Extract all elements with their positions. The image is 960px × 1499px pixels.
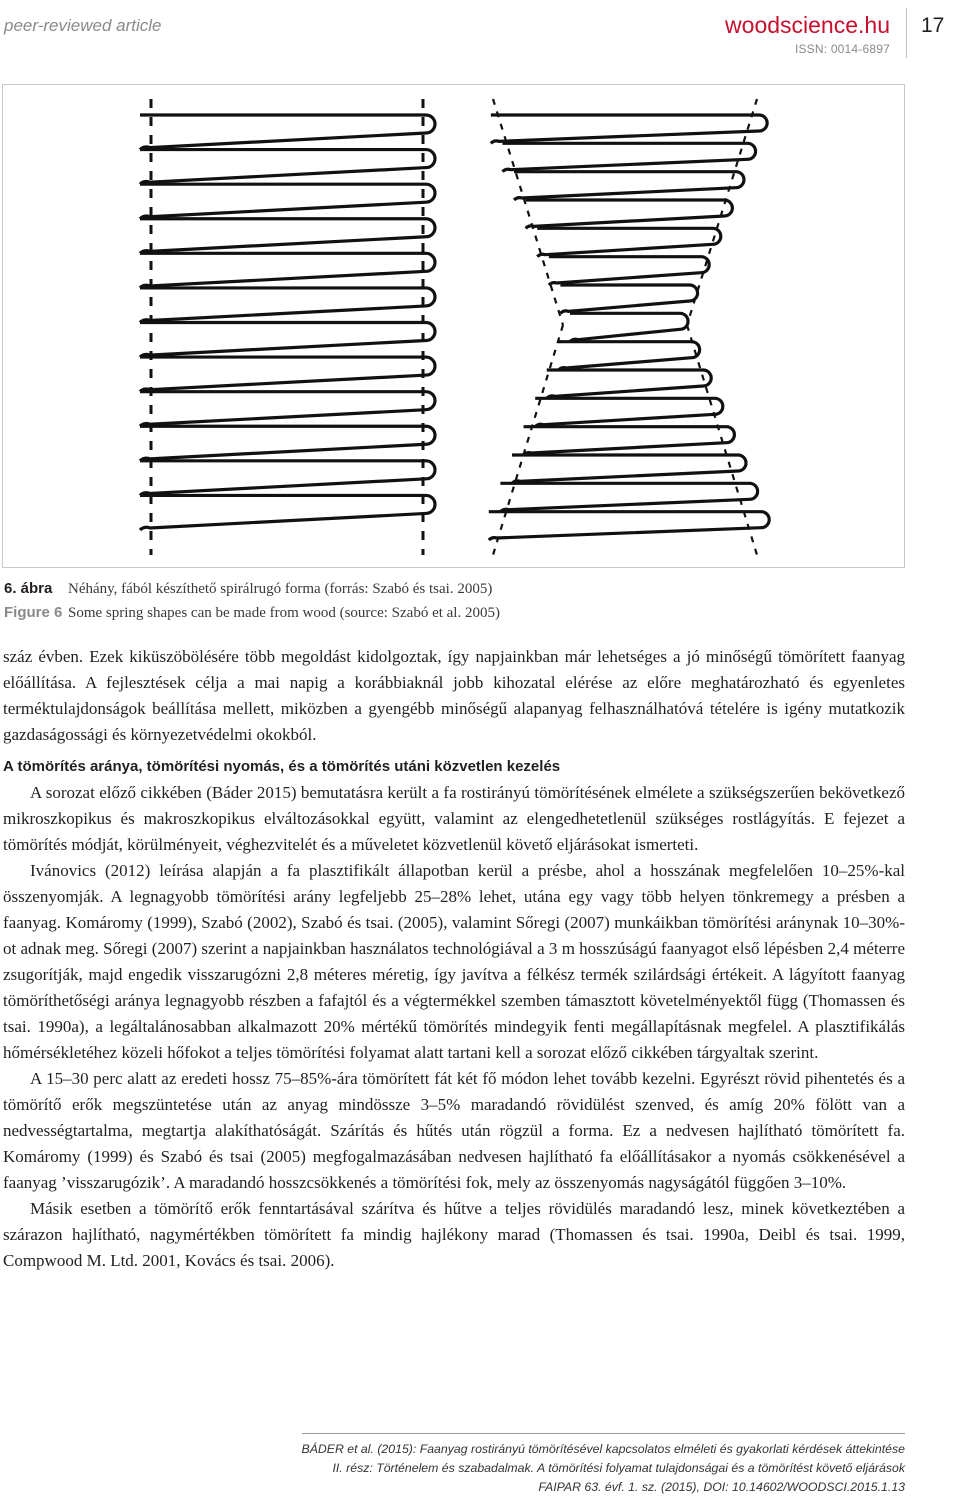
spring-coil: [140, 184, 435, 219]
running-header-article-type: peer-reviewed article: [4, 16, 162, 35]
spring-coil: [140, 288, 435, 323]
envelope-line: [493, 99, 563, 325]
spring-coil: [558, 342, 699, 370]
figure-caption-english: [4, 604, 500, 622]
envelope-line: [493, 325, 563, 555]
footer-divider: [302, 1433, 905, 1434]
spring-coil: [570, 313, 688, 341]
spring-coil: [140, 150, 435, 185]
footer-citation-line-2: II. rész: Történelem és szabadalmak. A tömörítési folyamat tulajdonságai és a tömörítést követő eljárások: [332, 1461, 905, 1475]
spring-coil: [514, 172, 744, 200]
paragraph: A 15–30 perc alatt az eredeti hossz 75–85%-ára tömörített fát két fő módon lehet tovább kezelni. Egyrészt rövid pihentetés és a tömörítő erők megszüntetése után az anyag mindössze 3–5% maradandó rövidülést szenved, és amíg 20% fölött van a nedvességtartalma, megtartja alakíthatóságát. Szárítás és hűtés után rögzül a forma. Ez a nedvesen hajlítható tömörített fa. Komáromy (1999) és Szabó és tsai (2005) megfogalmazásában nedvesen hajlítható fa előállításakor a nyomás csökkenésével a faanyag ’visszarugózik’. A maradandó hosszcsökkenés a tömörítési fok, mely az összenyomás nagyságától függően 3–10%.: [3, 1069, 905, 1192]
envelope-line: [687, 325, 757, 555]
spring-coil: [502, 143, 755, 171]
journal-issn: ISSN: 0014-6897: [794, 42, 890, 56]
spring-coil: [140, 495, 435, 530]
spring-coil: [491, 115, 767, 143]
figure-6-frame: [2, 84, 905, 568]
spring-coil: [537, 228, 721, 256]
spring-coil: [140, 392, 435, 427]
paragraph: Másik esetben a tömörítő erők fenntartásával szárítva és hűtve a teljes rövidülés maradandó lesz, minek következtében a szárazon hajlítható, nagymértékben tömörített fa mindig hajlékony marad (Thomassen és tsai. 1990a, Deibl és tsai. 1999, Compwood M. Ltd. 2001, Kovács és tsai. 2006).: [3, 1199, 905, 1270]
paragraph: A sorozat előző cikkében (Báder 2015) bemutatásra került a fa rostirányú tömörítésének elmélete a szükségszerűen bekövetkező mikroszkopikus és makroszkopikus elváltozásokkal együtt, valamint az elengedhetetlenül szükséges rostlágyítás. E fejezet a tömörítés módját, körülményeit, véghezvitelét és a műveletet közvetlenül követő eljárásokat ismerteti.: [3, 783, 905, 854]
footer-citation-line-1: BÁDER et al. (2015): Faanyag rostirányú tömörítésével kapcsolatos elméleti és gyakorlati kérdések áttekintése: [301, 1442, 905, 1456]
spring-coil: [140, 323, 435, 358]
spring-coil: [500, 483, 757, 511]
spring-coil: [535, 398, 723, 426]
spring-coil: [140, 461, 435, 496]
spring-coil: [140, 357, 435, 392]
figure-caption-hungarian: [4, 580, 492, 598]
spring-coil: [560, 285, 697, 313]
page-number: 17: [921, 14, 945, 37]
spring-coil: [140, 115, 435, 150]
article-body: [3, 644, 905, 1274]
section-heading: A tömörítés aránya, tömörítési nyomás, és a tömörítés utáni közvetlen kezelés: [3, 758, 561, 775]
spring-coil: [512, 455, 746, 483]
cylindrical-spring-drawing: [140, 99, 435, 555]
spring-coil: [549, 257, 709, 285]
spring-coil: [489, 512, 769, 540]
figure-caption-en-text: Some spring shapes can be made from wood (source: Szabó et al. 2005): [68, 605, 500, 621]
spring-coil: [140, 426, 435, 461]
hourglass-spring-drawing: [489, 99, 769, 555]
spring-coil: [524, 427, 735, 455]
journal-site-name: woodscience.hu: [725, 12, 890, 38]
spring-coil: [547, 370, 711, 398]
footer-citation-line-3: FAIPAR 63. évf. 1. sz. (2015), DOI: 10.14602/WOODSCI.2015.1.13: [538, 1480, 905, 1494]
header-divider: [906, 8, 907, 58]
figure-label-en: Figure 6: [4, 604, 63, 621]
figure-caption-hu-text: Néhány, fából készíthető spirálrugó forma (forrás: Szabó és tsai. 2005): [68, 581, 493, 597]
paragraph: száz évben. Ezek kiküszöbölésére több megoldást kidolgoztak, így napjainkban már lehetséges a jó minőségű tömörített faanyag előállítása. A fejlesztések célja a mai napig a korábbiaknál jobb kihozatal elérése az előre meghatározható és egyenletes terméktulajdonságok beállítása mellett, miközben a gyengébb minőségű alapanyag felhasználhatóvá tételére is igény mutatkozik gazdaságossági és környezetvédelmi okokból.: [3, 647, 905, 744]
figure-label-hu: 6. ábra: [4, 580, 53, 597]
spring-coil: [140, 253, 435, 288]
spring-coil: [526, 200, 733, 228]
spring-shapes-illustration: [3, 85, 906, 569]
paragraph: Ivánovics (2012) leírása alapján a fa plasztifikált állapotban kerül a présbe, ahol a hosszának megfelelően 10–25%-kal összenyomják. A legnagyobb tömörítési arány legfeljebb 25–28% lehet, utána egy vagy több helyen tönkremegy a présben a faanyag. Komáromy (1999), Szabó (2002), Szabó és tsai. (2005), valamint Sőregi (2007) munkáikban tömörítési aránynak 10–30%-ot adnak meg. Sőregi (2007) szerint a napjainkban használatos technológiával a 3 m hosszúságú faanyagot első lépésben 2,4 méterre zsugorítják, majd engedik visszarugózni 2,8 méteres méretig, így javítva a félkész termék szilárdsági értékeit. A lágyított faanyag tömöríthetőségi aránya legnagyobb részben a fafajtól és a végtermékkel szemben támasztott követelményektől függ (Thomassen és tsai. 1990a), a legáltalánosabban alkalmazott 20% mértékű tömörítés mindegyik fenti megállapításnak megfelel. A plasztifikálás hőmérsékletéhez közeli hőfokot a teljes tömörítési folyamat alatt tartani kell a sorozat előző cikkében tárgyaltak szerint.: [3, 861, 905, 1062]
spring-coil: [140, 219, 435, 254]
